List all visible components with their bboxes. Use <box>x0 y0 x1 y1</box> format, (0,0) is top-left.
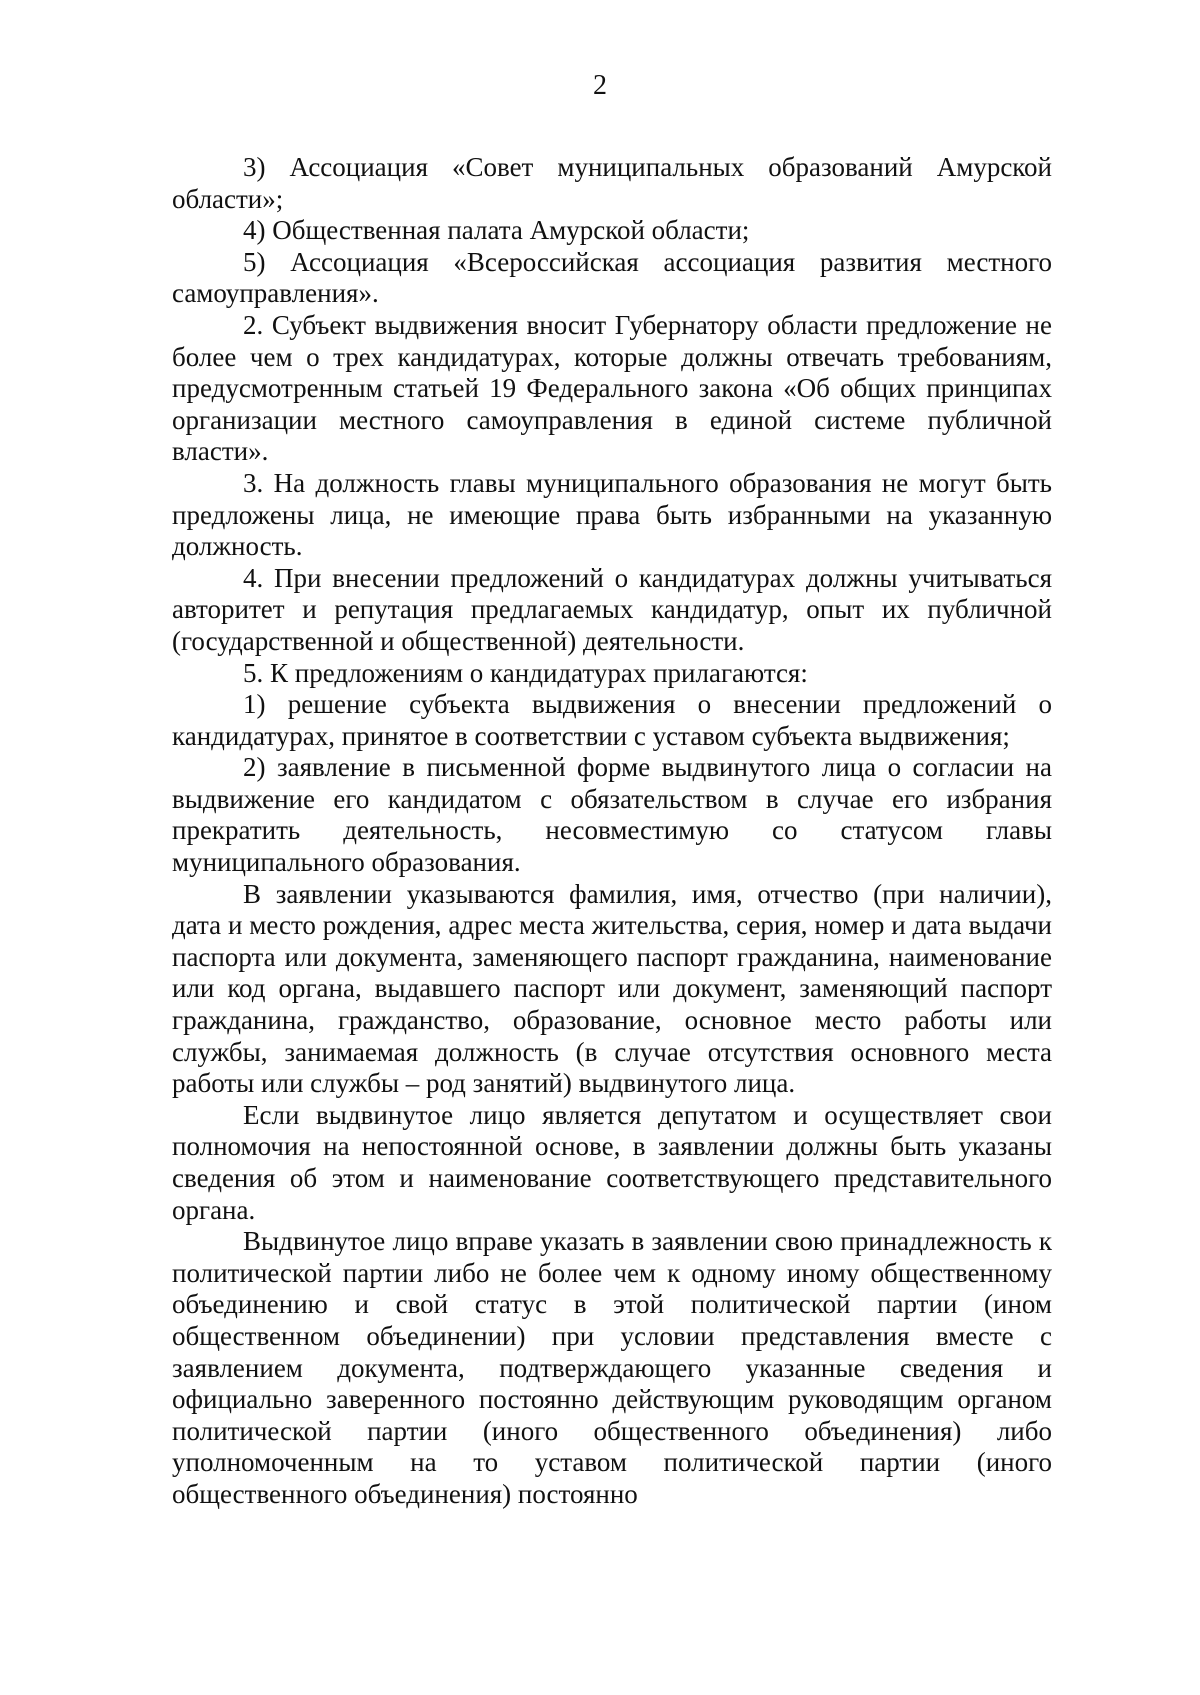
paragraph-clause-3: 3. На должность главы муниципального образования не могут быть предложены лица, не имеющие права быть избранными на указанную должность. <box>172 467 1052 562</box>
paragraph-clause-4: 4. При внесении предложений о кандидатурах должны учитываться авторитет и репутация предлагаемых кандидатур, опыт их публичной (государственной и общественной) деятельности. <box>172 562 1052 656</box>
paragraph-application-details: В заявлении указываются фамилия, имя, отчество (при наличии), дата и место рождения, адрес места жительства, серия, номер и дата выдачи паспорта или документа, заменяющего паспорт гражданина, наименование или код органа, выдавшего паспорт или документ, заменяющий паспорт гражданина, гражданство, образование, основное место работы или службы, занимаемая должность (в случае отсутствия основного места работы или службы – род занятий) выдвинутого лица. <box>172 878 1052 1099</box>
paragraph-subitem-1: 1) решение субъекта выдвижения о внесении предложений о кандидатурах, принятое в соответствии с уставом субъекта выдвижения; <box>172 689 1052 751</box>
paragraph-party-affiliation: Выдвинутое лицо вправе указать в заявлении свою принадлежность к политической партии либо не более чем к одному иному общественному объединению и свой статус в этой политической партии (ином общественном объединении) при условии представления вместе с заявлением документа, подтверждающего указанные сведения и официально заверенного постоянно действующим руководящим органом политической партии (иного общественного объединения) либо уполномоченным на то уставом политической партии (иного общественного объединения) постоянно <box>172 1226 1052 1509</box>
paragraph-clause-5: 5. К предложениям о кандидатурах прилагаются: <box>243 657 808 688</box>
paragraph-deputy-info: Если выдвинутое лицо является депутатом и осуществляет свои полномочия на непостоянной основе, в заявлении должны быть указаны сведения об этом и наименование соответствующего представительного органа. <box>172 1099 1052 1225</box>
paragraph-item-4: 4) Общественная палата Амурской области; <box>243 215 750 246</box>
paragraph-subitem-2: 2) заявление в письменной форме выдвинутого лица о согласии на выдвижение его кандидатом с обязательством в случае его избрания прекратить деятельность, несовместимую со статусом главы муниципального образования. <box>172 752 1052 878</box>
paragraph-item-5: 5) Ассоциация «Всероссийская ассоциация развития местного самоуправления». <box>172 246 1052 309</box>
document-body <box>172 152 1052 1511</box>
page-number: 2 <box>593 70 607 101</box>
paragraph-item-3: 3) Ассоциация «Совет муниципальных образований Амурской области»; <box>172 152 1052 214</box>
paragraph-clause-2: 2. Субъект выдвижения вносит Губернатору области предложение не более чем о трех кандидатурах, которые должны отвечать требованиям, предусмотренным статьей 19 Федерального закона «Об общих принципах организации местного самоуправления в единой системе публичной власти». <box>172 309 1052 467</box>
